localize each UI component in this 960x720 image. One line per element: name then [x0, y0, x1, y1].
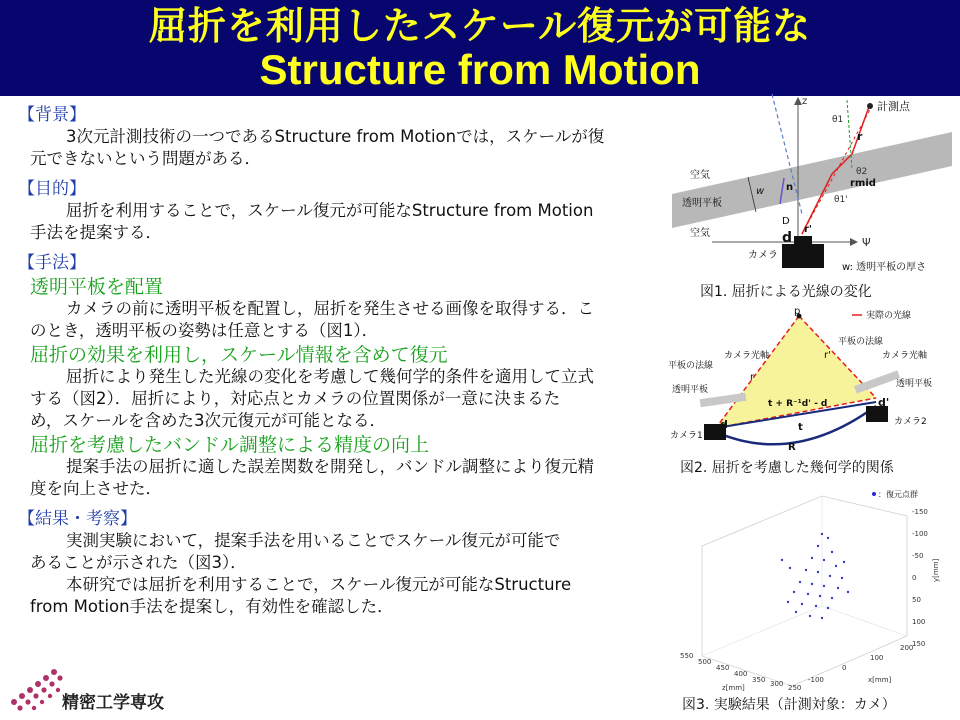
label-R: R: [788, 442, 796, 453]
svg-text:100: 100: [912, 618, 926, 626]
label-measure-point: 計測点: [877, 100, 910, 113]
measure-point: [867, 103, 873, 109]
label-r: r: [857, 130, 863, 143]
svg-text:50: 50: [912, 596, 921, 604]
label-camera2: カメラ2: [894, 417, 927, 427]
floor-edge-1: [702, 606, 822, 656]
y-axis-label: y[mm]: [932, 558, 940, 582]
camera-lens: [794, 236, 812, 246]
results-heading: 【結果・考察】: [18, 509, 137, 529]
x-tick-labels: [808, 644, 913, 684]
label-eq: t + R⁻¹d' - d: [768, 399, 828, 409]
camera-body: [782, 244, 824, 268]
point-cloud: [781, 533, 849, 619]
label-air-top: 空気: [690, 170, 710, 181]
z-axis-arrow: [794, 97, 802, 105]
label-cam-axis-right: カメラ光軸: [882, 351, 928, 361]
label-cam-axis-left: カメラ光軸: [724, 351, 770, 361]
figure1-refraction-diagram: [672, 94, 952, 284]
text-column: [18, 104, 658, 618]
label-w: w: [756, 186, 765, 197]
legend-text: ：復元点群: [878, 490, 918, 499]
z-axis-label: z[mm]: [722, 684, 745, 692]
label-theta1: θ1: [832, 115, 844, 125]
label-actual-ray: 実際の光線: [866, 311, 912, 321]
label-t: t: [798, 422, 803, 433]
label-plate-right: 透明平板: [896, 379, 933, 389]
svg-text:-100: -100: [912, 530, 928, 538]
triangle-area: [716, 316, 876, 428]
svg-text:300: 300: [770, 680, 784, 688]
label-camera1: カメラ1: [670, 431, 703, 441]
label-camera: カメラ: [748, 250, 778, 261]
method-sub1-text: カメラの前に透明平板を配置し，屈折を発生させる画像を取得する．こ のとき，透明平板の姿勢は任意とする（図1）．: [30, 299, 594, 340]
label-rp: r': [824, 350, 831, 361]
title-line2: Structure from Motion: [259, 46, 701, 93]
background-heading: 【背景】: [18, 105, 86, 125]
method-sub3-text: 提案手法の屈折に適した誤差関数を開発し，バンドル調整により復元精 度を向上させた．: [30, 457, 594, 498]
department-name: 精密工学専攻: [62, 693, 164, 713]
label-D: D: [782, 216, 790, 227]
label-rp: r': [804, 224, 812, 235]
purpose-heading: 【目的】: [18, 179, 86, 199]
method-heading: 【手法】: [18, 253, 86, 273]
x-axis-label: x[mm]: [868, 676, 892, 684]
label-n: n: [786, 182, 794, 193]
svg-text:0: 0: [912, 574, 917, 582]
label-dp: d': [878, 396, 890, 409]
figure3-scatter-plot: [672, 486, 954, 692]
svg-text:450: 450: [716, 664, 730, 672]
method-sub2-text: 屈折により発生した光線の変化を考慮して幾何学的条件を適用して立式 する（図2）．屈折により，対応点とカメラの位置関係が一意に決まるた め，スケールを含めた3次元復元が可能となる．: [30, 367, 594, 430]
label-plate-left: 透明平板: [672, 385, 709, 395]
svg-text:500: 500: [698, 658, 712, 666]
svg-text:150: 150: [912, 640, 926, 648]
figure3-caption: 図3. 実験結果（計測対象：カメ）: [682, 697, 896, 713]
svg-text:0: 0: [842, 664, 847, 672]
figure1-caption: 図1. 屈折による光線の変化: [700, 284, 872, 300]
method-sub3: 屈折を考慮したバンドル調整による精度の向上: [30, 434, 430, 456]
svg-text:550: 550: [680, 652, 694, 660]
y-tick-labels: [912, 508, 928, 648]
purpose-text: 屈折を利用することで，スケール復元が可能なStructure from Motion 手法を提案する．: [30, 201, 594, 242]
label-theta1p: θ1': [834, 195, 848, 205]
svg-text:200: 200: [900, 644, 914, 652]
psi-axis-arrow: [850, 238, 858, 246]
label-plate: 透明平板: [682, 198, 722, 209]
label-plate-normal-left: 平板の法線: [668, 361, 714, 371]
label-d: d: [720, 418, 728, 431]
background-text: 3次元計測技術の一つであるStructure from Motionでは，スケールが復 元できないという問題がある．: [30, 127, 605, 168]
label-thickness: w: 透明平板の厚さ: [842, 262, 927, 273]
svg-text:-150: -150: [912, 508, 928, 516]
svg-text:350: 350: [752, 676, 766, 684]
label-rmid: rmid: [850, 178, 876, 189]
results-text: 実測実験において，提案手法を用いることでスケール復元が可能で あることが示された（図3）． 本研究では屈折を利用することで，スケール復元が可能なStructure from Motion手法を提案し，有効性を確認した．: [30, 531, 572, 616]
svg-text:-100: -100: [808, 676, 824, 684]
legend-marker: [872, 492, 876, 496]
svg-text:100: 100: [870, 654, 884, 662]
label-plate-normal-right: 平板の法線: [838, 337, 884, 347]
label-d: d: [782, 230, 793, 246]
method-sub1: 透明平板を配置: [30, 276, 164, 298]
method-sub2: 屈折の効果を利用し，スケール情報を含めて復元: [30, 344, 448, 366]
svg-text:400: 400: [734, 670, 748, 678]
label-z: z: [802, 96, 808, 107]
label-theta2: θ2: [856, 167, 868, 177]
logo-mark: [11, 669, 63, 711]
title-banner: [0, 0, 960, 96]
svg-text:250: 250: [788, 684, 802, 692]
label-air-bottom: 空気: [690, 228, 710, 239]
title-line1: 屈折を利用したスケール復元が可能な: [148, 4, 812, 48]
figure2-geometry-diagram: [664, 306, 956, 456]
label-p: p: [794, 306, 801, 317]
label-psi: Ψ: [862, 236, 871, 249]
label-r: r: [750, 372, 755, 383]
floor-edge-2: [822, 606, 907, 636]
figure2-caption: 図2. 屈折を考慮した幾何学的関係: [680, 460, 894, 476]
svg-text:-50: -50: [912, 552, 924, 560]
